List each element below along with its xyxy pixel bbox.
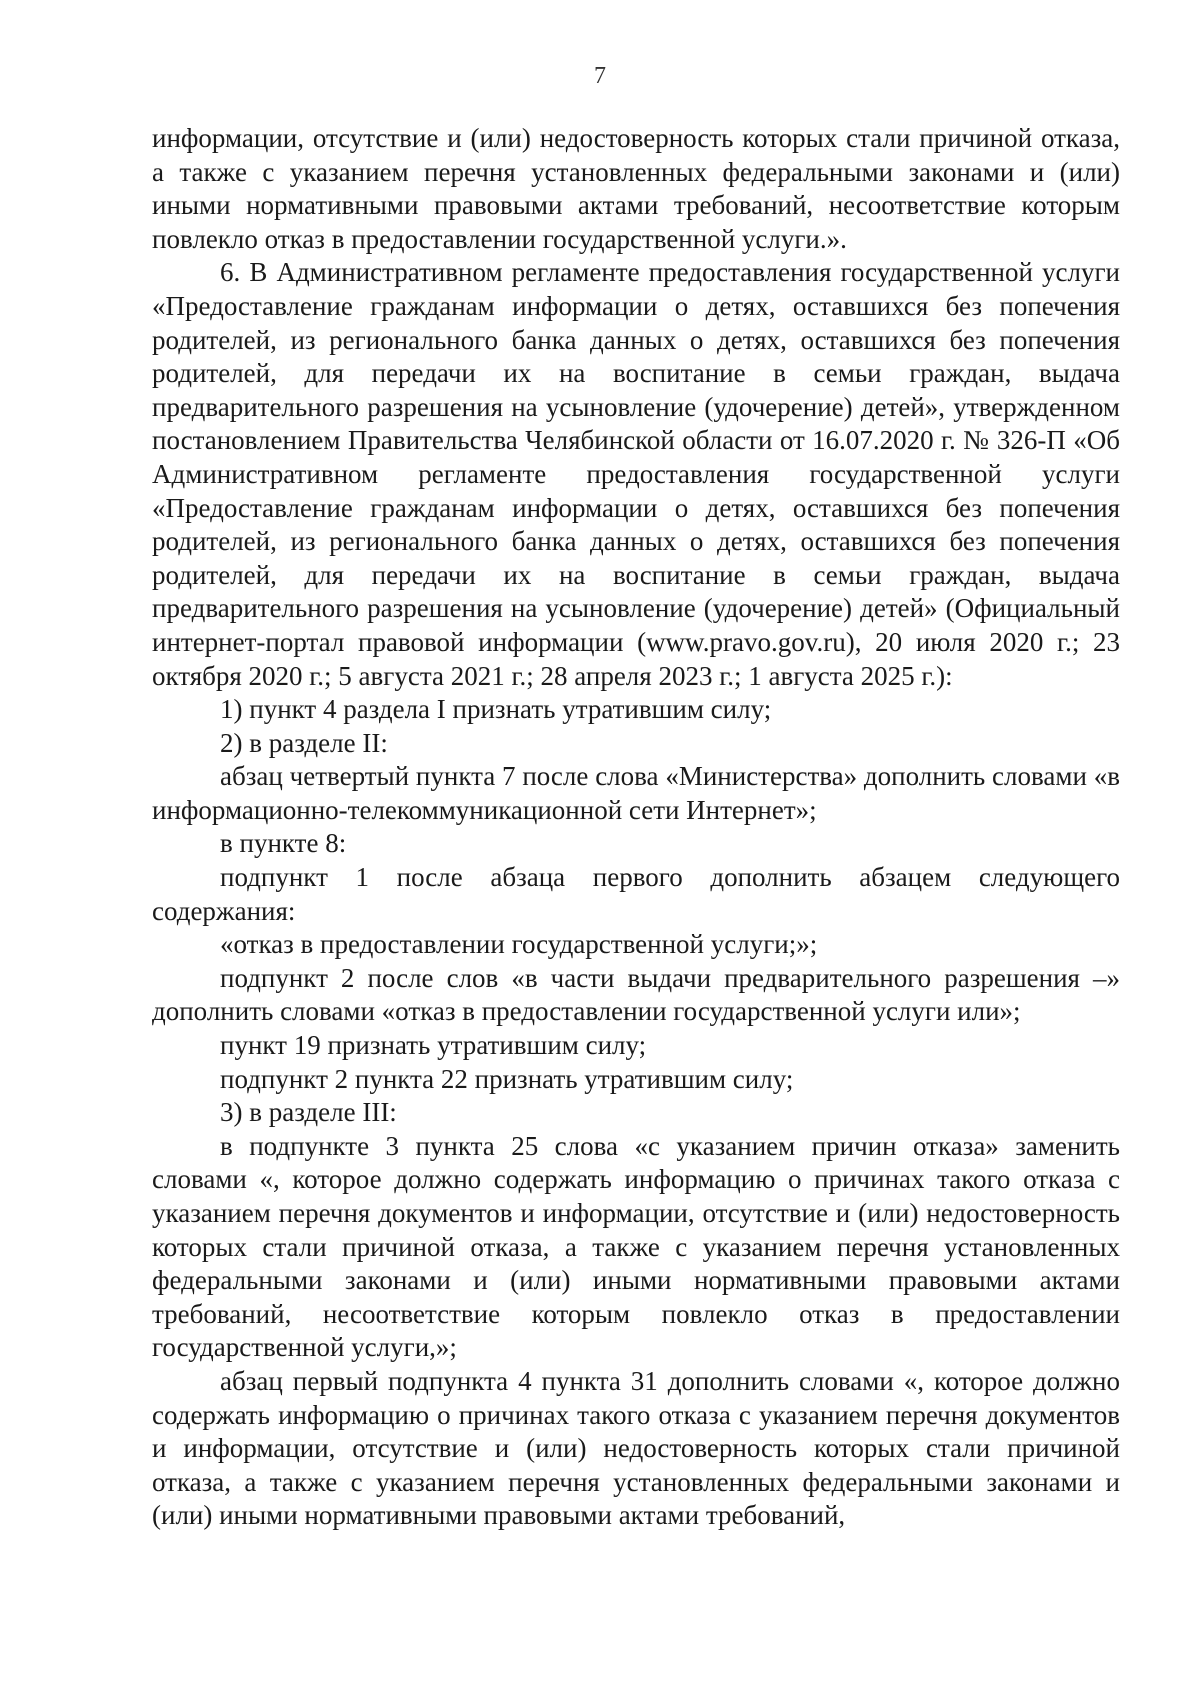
paragraph: в пункте 8:	[220, 828, 347, 859]
paragraph: информации, отсутствие и (или) недостоверность которых стали причиной отказа, а также с указанием перечня установленных федеральными законами и (или) иными нормативными правовыми актами требований, несоответствие которым повлекло отказ в предоставлении государственной услуги.».	[152, 123, 1120, 254]
paragraph: подпункт 2 после слов «в части выдачи предварительного разрешения –» дополнить словами «отказ в предоставлении государственной услуги или»;	[152, 962, 1120, 1027]
paragraph: 3) в разделе III:	[220, 1097, 397, 1128]
document-body	[152, 122, 1120, 1533]
paragraph: 2) в разделе II:	[220, 727, 388, 758]
paragraph: абзац четвертый пункта 7 после слова «Министерства» дополнить словами «в информационно-телекоммуникационной сети Интернет»;	[152, 761, 1120, 825]
paragraph: подпункт 2 пункта 22 признать утратившим силу;	[220, 1063, 794, 1094]
paragraph: «отказ в предоставлении государственной услуги;»;	[220, 929, 818, 960]
paragraph: пункт 19 признать утратившим силу;	[220, 1030, 647, 1061]
paragraph: в подпункте 3 пункта 25 слова «с указанием причин отказа» заменить словами «, которое должно содержать информацию о причинах такого отказа с указанием перечня документов и информации, отсутствие и (или) недостоверность которых стали причиной отказа, а также с указанием перечня установленных федеральными законами и (или) иными нормативными правовыми актами требований, несоответствие которым повлекло отказ в предоставлении государственной услуги,»;	[152, 1130, 1120, 1363]
page-number: 7	[594, 63, 606, 89]
paragraph: 6. В Административном регламенте предоставления государственной услуги «Предоставление гражданам информации о детях, оставшихся без попечения родителей, из регионального банка данных о детях, оставшихся без попечения родителей, для передачи их на воспитание в семьи граждан, выдача предварительного разрешения на усыновление (удочерение) детей», утвержденном постановлением Правительства Челябинской области от 16.07.2020 г. № 326-П «Об Административном регламенте предоставления государственной услуги «Предоставление гражданам информации о детях, оставшихся без попечения родителей, из регионального банка данных о детях, оставшихся без попечения родителей, для передачи их на воспитание в семьи граждан, выдача предварительного разрешения на усыновление (удочерение) детей» (Официальный интернет-портал правовой информации (www.pravo.gov.ru), 20 июля 2020 г.; 23 октября 2020 г.; 5 августа 2021 г.; 28 апреля 2023 г.; 1 августа 2025 г.):	[152, 257, 1120, 691]
paragraph: абзац первый подпункта 4 пункта 31 дополнить словами «, которое должно содержать информацию о причинах такого отказа с указанием перечня документов и информации, отсутствие и (или) недостоверность которых стали причиной отказа, а также с указанием перечня установленных федеральными законами и (или) иными нормативными правовыми актами требований,	[152, 1365, 1120, 1531]
paragraph: 1) пункт 4 раздела I признать утратившим силу;	[220, 694, 772, 725]
paragraph: подпункт 1 после абзаца первого дополнить абзацем следующего содержания:	[152, 862, 1120, 926]
